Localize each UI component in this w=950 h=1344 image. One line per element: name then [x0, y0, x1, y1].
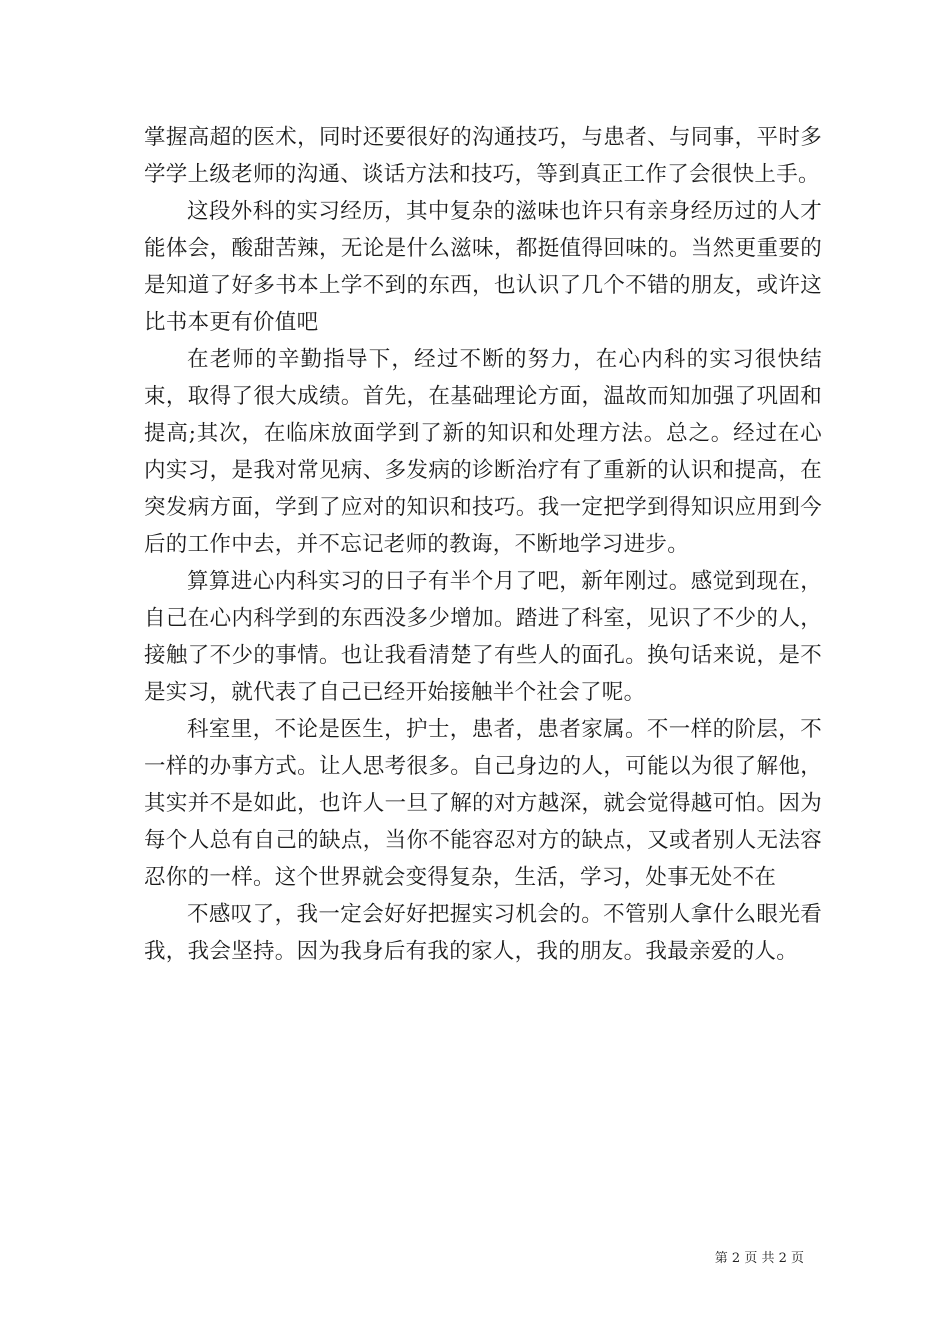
page-number: 第 2 页 共 2 页 [714, 1251, 804, 1266]
paragraph: 在老师的辛勤指导下，经过不断的努力，在心内科的实习很快结束，取得了很大成绩。首先，在基础理论方面，温故而知加强了巩固和提高;其次，在临床放面学到了新的知识和处理方法。总之。经过在心内实习，是我对常见病、多发病的诊断治疗有了重新的认识和提高，在突发病方面，学到了应对的知识和技巧。我一定把学到得知识应用到今后的工作中去，并不忘记老师的教诲，不断地学习进步。 [144, 347, 822, 557]
paragraph: 不感叹了，我一定会好好把握实习机会的。不管别人拿什么眼光看我，我会坚持。因为我身后有我的家人，我的朋友。我最亲爱的人。 [144, 902, 822, 964]
paragraph-continuation: 掌握高超的医术，同时还要很好的沟通技巧，与患者、与同事，平时多学学上级老师的沟通、谈话方法和技巧，等到真正工作了会很快上手。 [144, 125, 822, 187]
paragraph: 算算进心内科实习的日子有半个月了吧，新年刚过。感觉到现在，自己在心内科学到的东西没多少增加。踏进了科室，见识了不少的人，接触了不少的事情。也让我看清楚了有些人的面孔。换句话来说，是不是实习，就代表了自己已经开始接触半个社会了呢。 [144, 569, 822, 705]
paragraph: 科室里，不论是医生，护士，患者，患者家属。不一样的阶层，不一样的办事方式。让人思考很多。自己身边的人，可能以为很了解他，其实并不是如此，也许人一旦了解的对方越深，就会觉得越可怕。因为每个人总有自己的缺点，当你不能容忍对方的缺点，又或者别人无法容忍你的一样。这个世界就会变得复杂，生活，学习，处事无处不在 [144, 717, 822, 890]
paragraph: 这段外科的实习经历，其中复杂的滋味也许只有亲身经历过的人才能体会，酸甜苦辣，无论是什么滋味，都挺值得回味的。当然更重要的是知道了好多书本上学不到的东西，也认识了几个不错的朋友，或许这比书本更有价值吧 [144, 199, 822, 335]
document-body [144, 119, 822, 970]
